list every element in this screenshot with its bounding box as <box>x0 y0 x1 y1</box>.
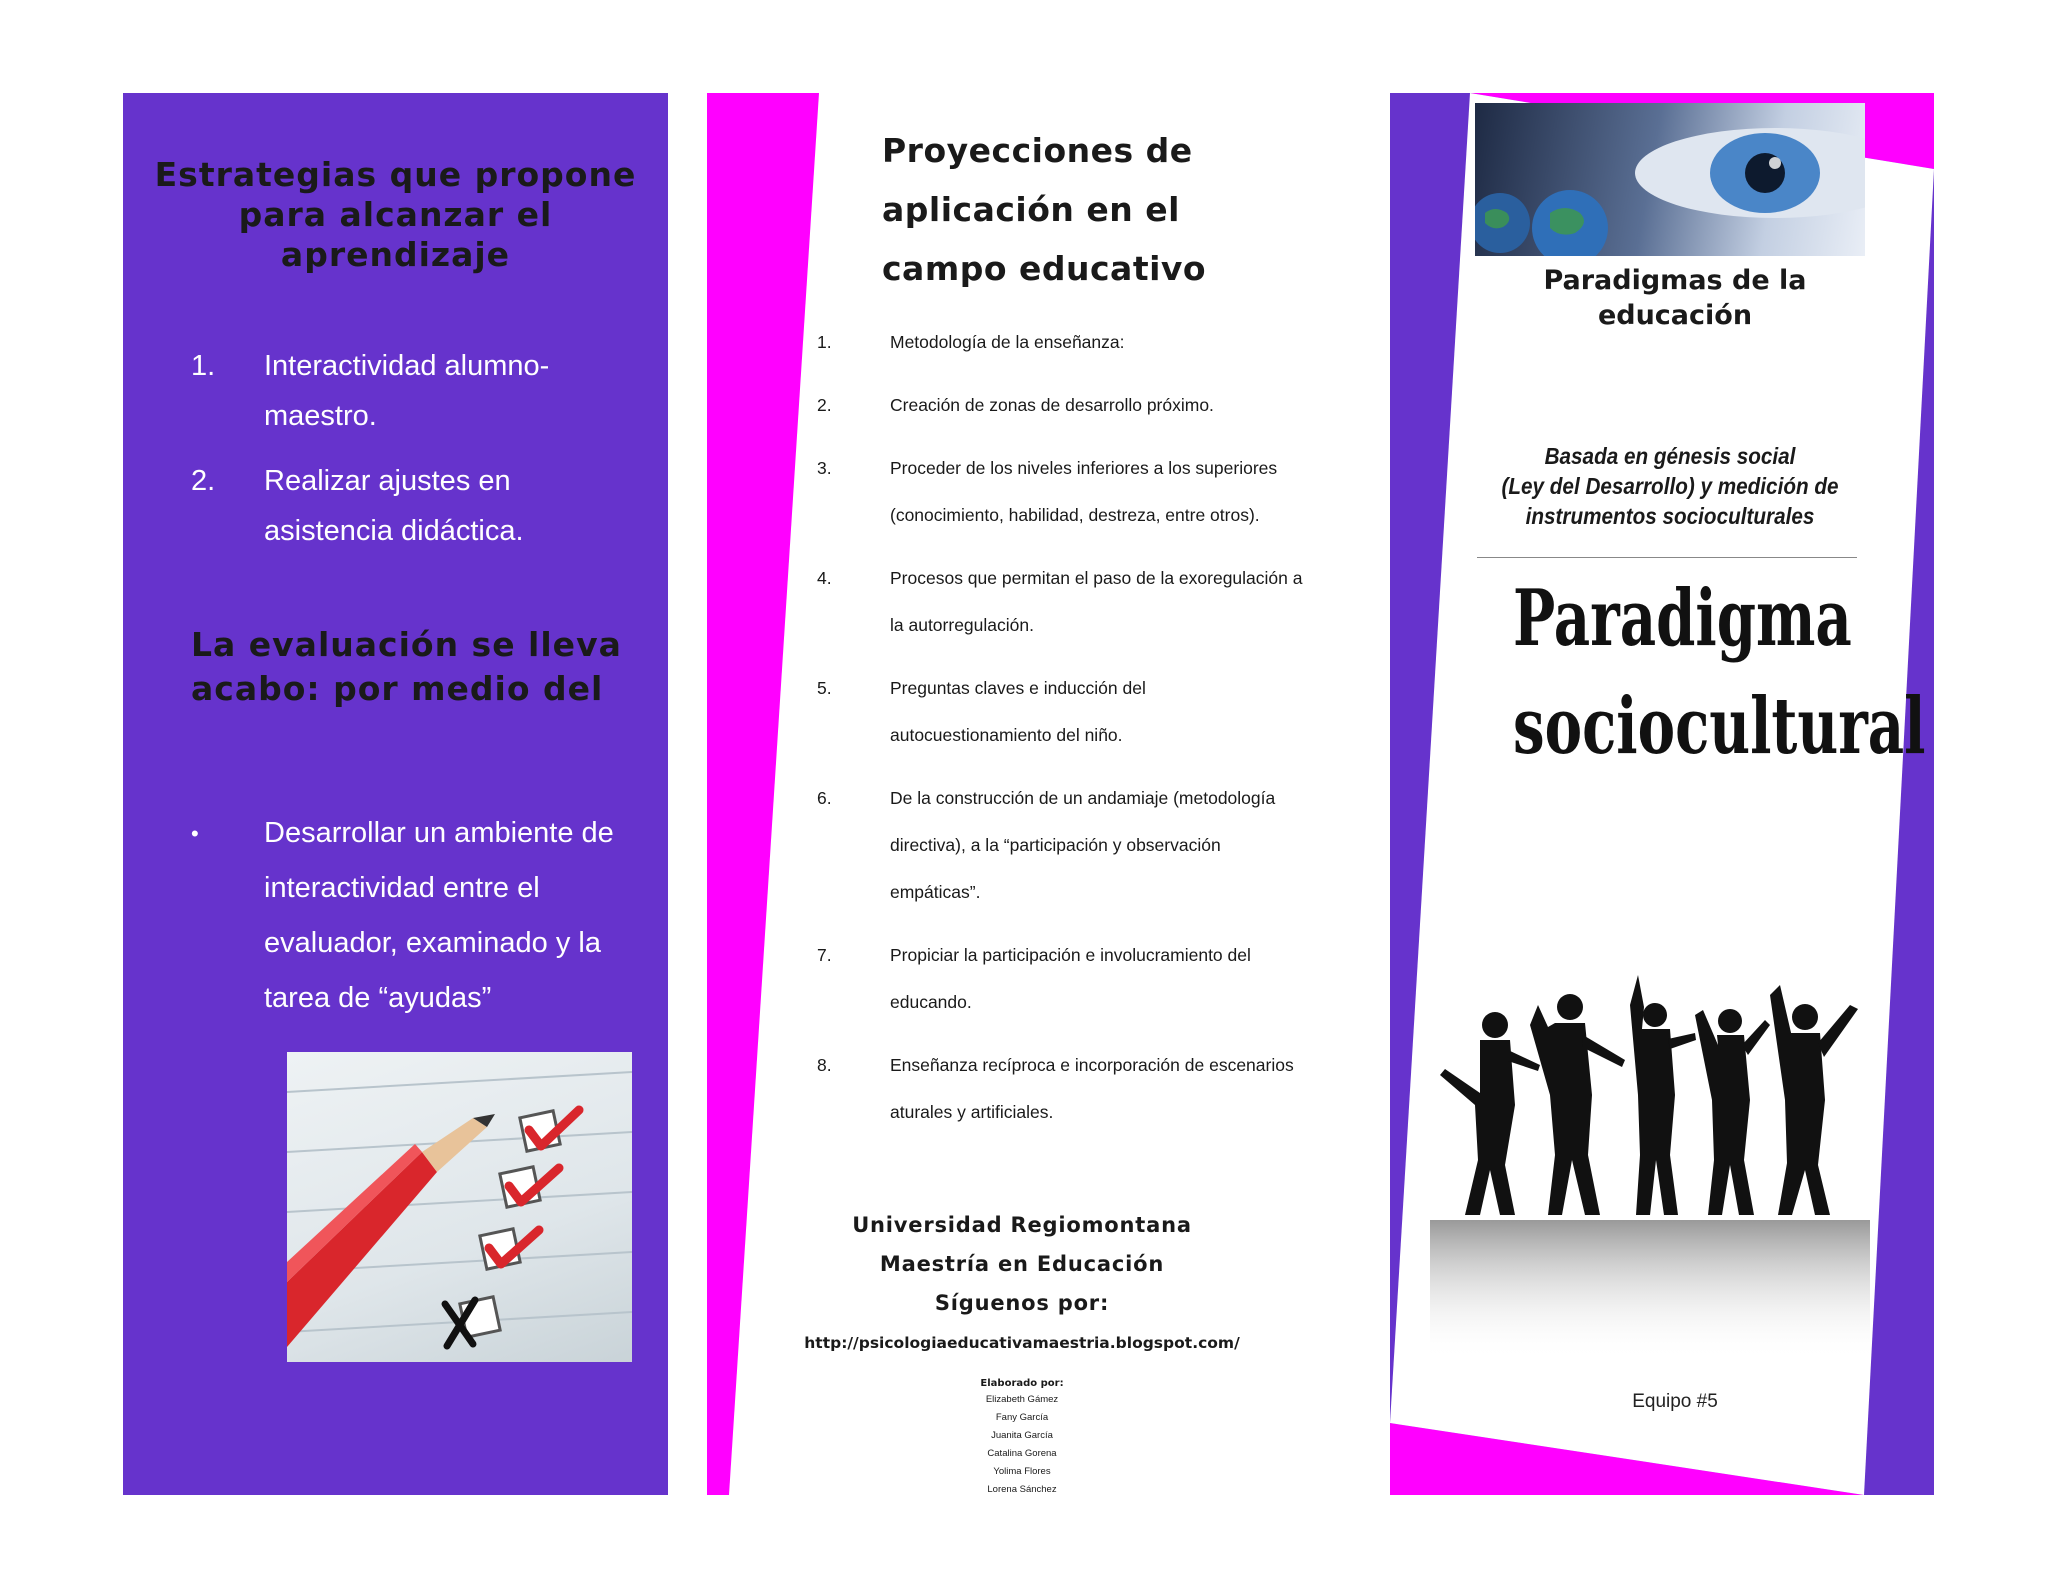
list-marker: 6. <box>817 788 832 808</box>
university-name: Universidad Regiomontana <box>852 1213 1192 1237</box>
right-panel <box>1390 93 1934 1495</box>
pencil-checklist-icon <box>287 1052 632 1362</box>
list-item <box>191 806 641 1026</box>
brochure-footer <box>787 1206 1257 1499</box>
projections-list <box>817 319 1307 1152</box>
authors-list <box>787 1391 1257 1499</box>
strategies-list <box>191 341 641 571</box>
list-marker: 2. <box>191 465 216 497</box>
list-item <box>817 932 1307 1026</box>
list-item <box>817 445 1307 539</box>
list-item <box>817 382 1307 429</box>
list-marker: 7. <box>817 945 832 965</box>
prepared-by-label: Elaborado por: <box>980 1378 1064 1389</box>
eye-earth-icon <box>1475 103 1865 256</box>
description-line: instrumentos socioculturales <box>1525 503 1815 529</box>
title-line: sociocultural <box>1513 681 1926 772</box>
list-marker: 5. <box>817 678 832 698</box>
list-item <box>817 319 1307 366</box>
list-text: Procesos que permitan el paso de la exoregulación a la autorregulación. <box>890 568 1303 635</box>
cover-description <box>1481 441 1859 531</box>
list-text: Creación de zonas de desarrollo próximo. <box>890 395 1214 415</box>
list-marker: 8. <box>817 1055 832 1075</box>
cover-subtitle: Paradigmas de la educación <box>1543 265 1807 331</box>
description-line: Basada en génesis social <box>1544 443 1796 469</box>
evaluation-list <box>191 806 641 1026</box>
author-name: Lorena Sánchez <box>987 1484 1057 1495</box>
list-marker: 4. <box>817 568 832 588</box>
author-name: Juanita García <box>991 1430 1053 1441</box>
list-item <box>817 555 1307 649</box>
list-marker: 3. <box>817 458 832 478</box>
list-marker: 2. <box>817 395 832 415</box>
list-text: De la construcción de un andamiaje (metodología directiva), a la “participación y observación empáticas”. <box>890 788 1276 902</box>
author-name: Elizabeth Gámez <box>985 1394 1059 1405</box>
list-text: Desarrollar un ambiente de interactividad entre el evaluador, examinado y la tarea de “ayudas” <box>264 817 614 1014</box>
author-name: Yolima Flores <box>993 1466 1051 1477</box>
list-text: Interactividad alumno-maestro. <box>264 350 550 432</box>
author-name: Catalina Gorena <box>987 1448 1057 1459</box>
bullet-marker: • <box>191 821 199 846</box>
left-panel <box>123 93 668 1495</box>
team-label: Equipo #5 <box>1632 1391 1718 1412</box>
list-item <box>817 665 1307 759</box>
list-text: Metodología de la enseñanza: <box>890 332 1125 352</box>
list-marker: 1. <box>191 350 216 382</box>
blog-url: http://psicologiaeducativamaestria.blogspot.com/ <box>804 1334 1240 1352</box>
title-line: Paradigma <box>1513 573 1852 664</box>
list-item <box>191 456 641 556</box>
strategies-heading: Estrategias que propone para alcanzar el aprendizaje <box>154 155 637 274</box>
list-text: Enseñanza recíproca e incorporación de escenarios aturales y artificiales. <box>890 1055 1294 1122</box>
evaluation-heading: La evaluación se lleva acabo: por medio del <box>191 625 622 708</box>
list-item <box>817 1042 1307 1136</box>
author-name: Fany García <box>995 1412 1049 1423</box>
list-marker: 1. <box>817 332 832 352</box>
cover-title <box>1513 565 1926 781</box>
description-line: (Ley del Desarrollo) y medición de <box>1501 473 1839 499</box>
list-text: Preguntas claves e inducción del autocuestionamiento del niño. <box>890 678 1146 745</box>
middle-panel <box>707 93 1307 1495</box>
list-item <box>191 341 641 441</box>
list-text: Realizar ajustes en asistencia didáctica. <box>264 465 524 547</box>
projections-heading: Proyecciones de aplicación en el campo educativo <box>882 131 1207 288</box>
list-text: Propiciar la participación e involucramiento del educando. <box>890 945 1251 1012</box>
list-item <box>817 775 1307 916</box>
dancing-silhouettes-icon <box>1420 965 1880 1365</box>
divider <box>1477 557 1857 558</box>
program-name: Maestría en Educación <box>879 1252 1165 1276</box>
list-text: Proceder de los niveles inferiores a los superiores (conocimiento, habilidad, destreza, entre otros). <box>890 458 1278 525</box>
follow-label: Síguenos por: <box>934 1291 1110 1315</box>
